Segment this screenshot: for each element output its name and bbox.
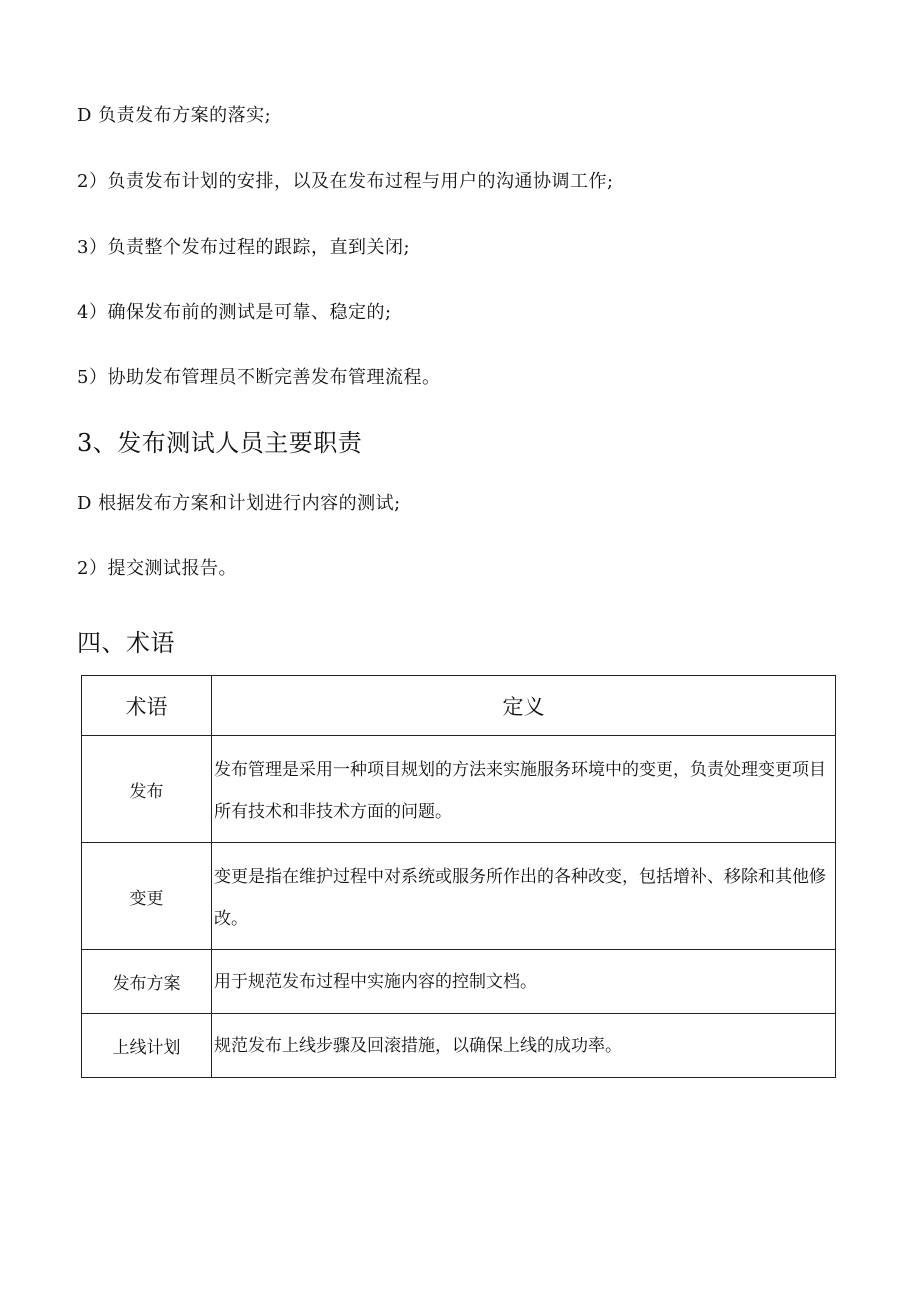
table-row	[82, 1014, 836, 1078]
section3-item-1: D 根据发布方案和计划进行内容的测试;	[77, 493, 401, 514]
duty-item-3: 3）负责整个发布过程的跟踪，直到关闭;	[77, 237, 411, 258]
definition-cell: 发布管理是采用一种项目规划的方法来实施服务环境中的变更，负责处理变更项目所有技术和非技术方面的问题。	[212, 736, 836, 843]
definition-cell: 规范发布上线步骤及回滚措施，以确保上线的成功率。	[212, 1014, 836, 1078]
duty-item-5: 5）协助发布管理员不断完善发布管理流程。	[77, 367, 441, 388]
definition-cell: 变更是指在维护过程中对系统或服务所作出的各种改变，包括增补、移除和其他修改。	[212, 843, 836, 950]
section4-heading: 四、术语	[77, 629, 175, 657]
duty-item-2: 2）负责发布计划的安排，以及在发布过程与用户的沟通协调工作;	[77, 171, 614, 192]
header-term: 术语	[82, 676, 212, 736]
section3-heading: 3、发布测试人员主要职责	[77, 429, 363, 457]
definition-cell: 用于规范发布过程中实施内容的控制文档。	[212, 950, 836, 1014]
table-header-row	[82, 676, 836, 736]
table-row	[82, 950, 836, 1014]
table-row	[82, 843, 836, 950]
header-definition: 定义	[212, 676, 836, 736]
duty-item-4: 4）确保发布前的测试是可靠、稳定的;	[77, 302, 392, 323]
section3-item-2: 2）提交测试报告。	[77, 558, 237, 579]
terms-table	[81, 675, 836, 1078]
term-cell: 发布方案	[82, 950, 212, 1014]
term-cell: 发布	[82, 736, 212, 843]
table-row	[82, 736, 836, 843]
duty-item-1: D 负责发布方案的落实;	[77, 105, 272, 126]
term-cell: 变更	[82, 843, 212, 950]
term-cell: 上线计划	[82, 1014, 212, 1078]
